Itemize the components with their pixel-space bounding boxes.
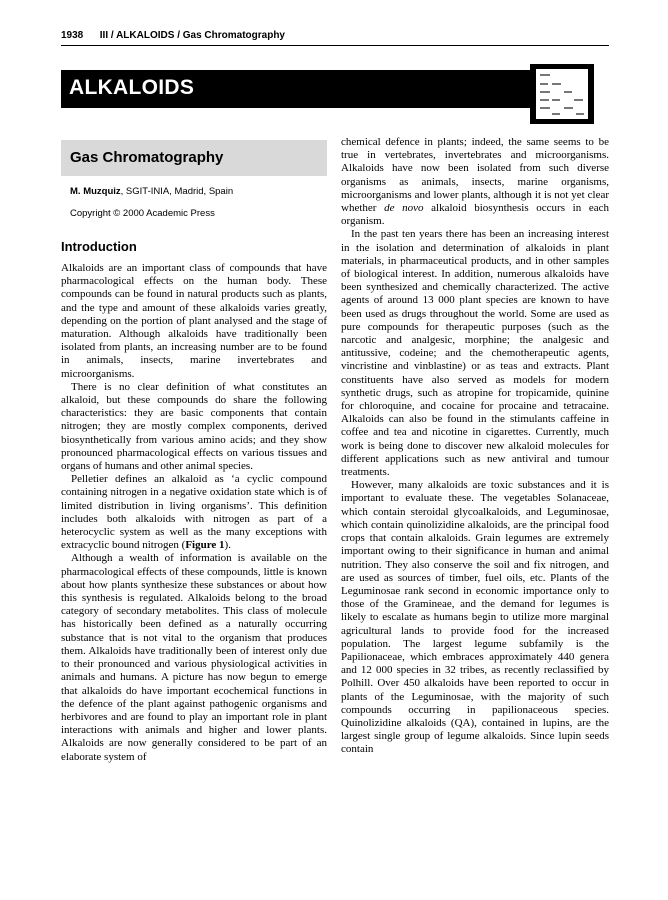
running-title: III / ALKALOIDS / Gas Chromatography (99, 30, 285, 41)
paragraph: However, many alkaloids are toxic substances and it is important to evaluate these. The vegetables Solanaceae, which contain steroidal glycoalkaloids, and Leguminosae, which contain quinolizidine alkaloids, are the principal food crops that contain alkaloids. Grain legumes are extremely important owing to their significance in human and animal nutrition. They also conserve the soil and fix nitrogen, and are used as sources of timber, fuel oils, etc. Plants of the Leguminosae rank second in economic importance only to those of the Gramineae, and the demand for legumes is likely to escalate as humans begin to utilize more marginal agricultural lands to provide food for the increased population. The largest legume subfamily is the Papilionaceae, which embraces approximately 440 genera and 12 000 species in 32 tribes, as recently reclassified by Polhill. Over 450 alkaloids have been reported to occur in plants of the Leguminosae, with the majority of such compounds occurring in papilionaceous species. Quinolizidine alkaloids (QA), contained in lupins, are the largest single group of legume alkaloids. Since lupin seeds contain (341, 479, 609, 756)
page-number: 1938 (61, 30, 84, 41)
chromatography-logo-icon (530, 64, 594, 124)
figure-reference-link[interactable]: Figure 1 (185, 539, 225, 552)
paragraph-text: alkaloid biosynthesis occurs in each organism. (341, 202, 609, 228)
author-line (70, 186, 332, 197)
header-rule (61, 45, 609, 46)
logo-bands (536, 69, 588, 119)
banner-title: ALKALOIDS (69, 76, 195, 99)
paragraph: There is no clear definition of what constitutes an alkaloid, but these compounds do share the following characteristics: they are basic components that contain nitrogen; they are mostly complex components, derived biosynthetically from various amino acids; and they show pronounced pharmacological effects on various tissues and organs of humans and other animal species. (61, 380, 327, 473)
paragraph-text: Pelletier defines an alkaloid as ‘a cyclic compound containing nitrogen in a negative oxidation state which is of limited distribution in living organisms’. This definition includes both alkaloids with nitrogen as part of a heterocyclic system as well as the many exceptions with extracyclic bound nitrogen ( (61, 473, 327, 552)
paragraph: Although a wealth of information is available on the pharmacological effects of these compounds, little is known about how plants synthesize these substances or about how this synthesis is regulated. Alkaloids belong to the broad category of secondary metabolites. This class of molecule has historically been defined as a naturally occurring substance that is not vital to the organism that produces them. Alkaloids have traditionally been of interest only due to their pronounced and various physiological activities in animals and humans. A picture has now begun to emerge that alkaloids do have important ecochemical functions in the defence of the plant against pathogenic organisms and herbivores and are found to play an important role in plant interactions with animals and higher and lower plants. Alkaloids are now generally considered to be part of an elaborate system of (61, 552, 327, 763)
running-header (61, 30, 609, 41)
italic-term: de novo (384, 202, 424, 215)
introduction-heading: Introduction (61, 239, 137, 254)
section-title: Gas Chromatography (70, 149, 224, 166)
paragraph (61, 473, 327, 552)
paragraph (341, 136, 609, 228)
author-name: M. Muzquiz (70, 186, 121, 197)
copyright-line: Copyright © 2000 Academic Press (70, 208, 215, 219)
paragraph-text: chemical defence in plants; indeed, the same seems to be true in vertebrates, invertebrates and microorganisms. Alkaloids have now been isolated from such diverse organisms as animals, insects, marine organisms, microorganisms and lower plants, although it is not yet clear whether (341, 136, 609, 215)
paragraph: In the past ten years there has been an increasing interest in the isolation and determination of alkaloids in plant materials, in pharmaceutical products, and in other samples of biological interest. In addition, numerous alkaloids have been synthesized and chemically characterized. The active agents of around 13 000 plant species are known to have been used as drugs throughout the world. Some are used as pure compounds for therapeutic purposes (such as the narcotic and analgesic, morphine; the analgesic and antitussive, codeine; and the chemotherapeutic agents, vincristine and vinblastine) or as teas and extracts. Plant constituents have also served as models for modern synthetic drugs, such as atropine for tropicamide, quinine for chloroquine, and cocaine for procaine and tetracaine. Alkaloids can also be found in the stimulants caffeine in coffee and tea and nicotine in cigarettes. Currently, much work is being done to discover new alkaloid molecules for different applications such as new antiviral and tumour treatments. (341, 228, 609, 479)
section-title-box (61, 140, 327, 176)
paragraph-text: ). (224, 539, 231, 552)
text-column-right (341, 136, 609, 757)
paragraph: Alkaloids are an important class of compounds that have pharmacological effects on the human body. These compounds can be found in natural products such as plants, and the type and amount of these alkaloids varies greatly, depending on the portion of plant analysed and the stage of maturation. Although alkaloids have traditionally been isolated from plants, an increasing number are to be found in animals, insects, marine invertebrates and microorganisms. (61, 262, 327, 380)
title-banner (61, 70, 561, 108)
author-affiliation: , SGIT-INIA, Madrid, Spain (120, 186, 234, 197)
text-column-left (61, 262, 327, 764)
